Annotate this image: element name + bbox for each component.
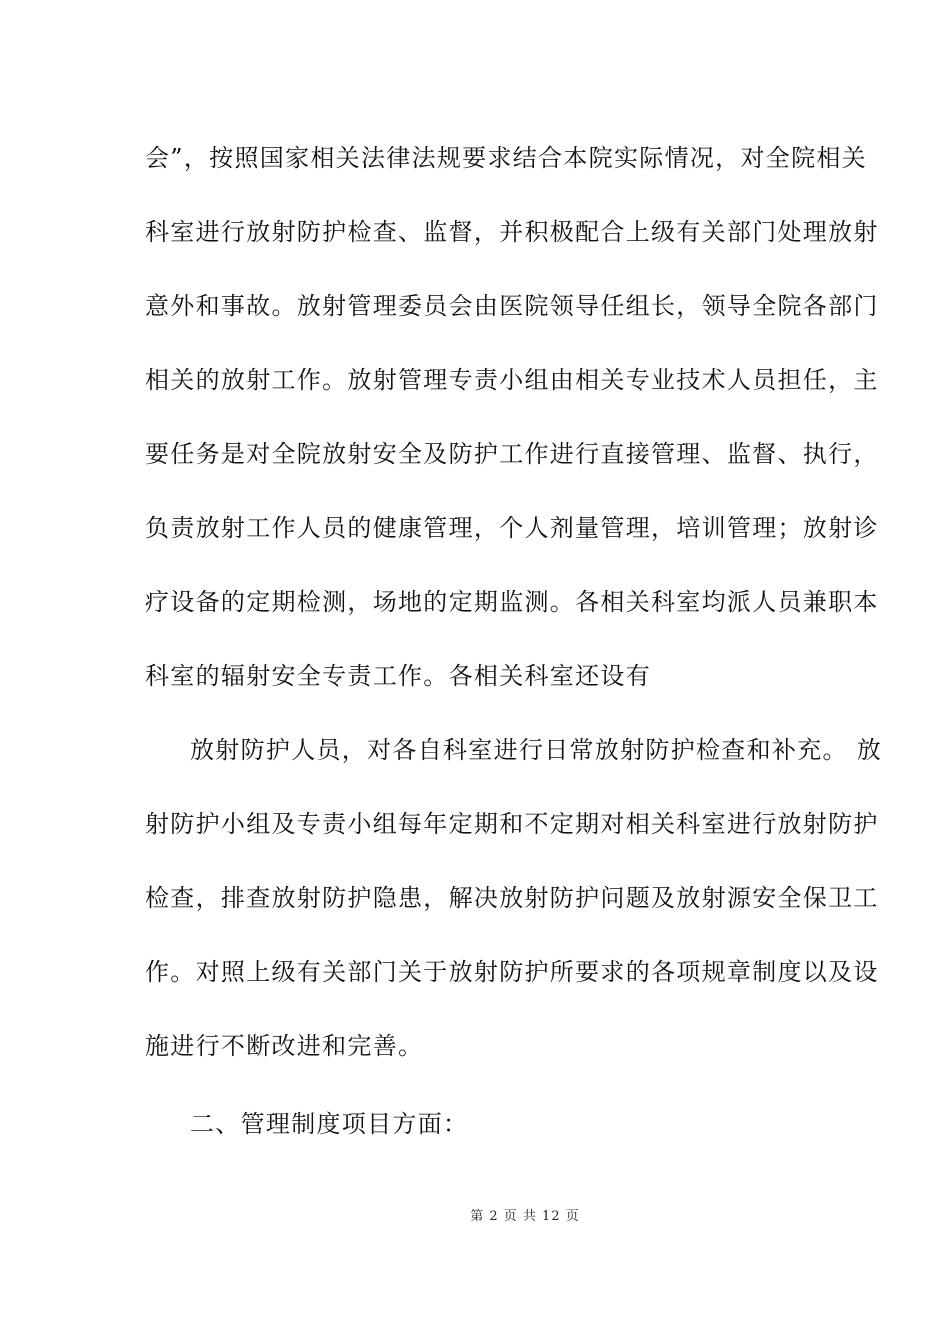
- paragraph-1-line-2: 科室进行放射防护检查、监督，并积极配合上级有关部门处理放射: [145, 218, 879, 246]
- paragraph-1-line-8: 科室的辐射安全专责工作。各相关科室还设有: [145, 662, 651, 690]
- paragraph-1-line-4: 相关的放射工作。放射管理专责小组由相关专业技术人员担任，主: [145, 366, 879, 394]
- paragraph-1-line-6: 负责放射工作人员的健康管理，个人剂量管理，培训管理；放射诊: [145, 514, 879, 542]
- paragraph-1-line-7: 疗设备的定期检测，场地的定期监测。各相关科室均派人员兼职本: [145, 588, 879, 616]
- paragraph-1-line-5: 要任务是对全院放射安全及防护工作进行直接管理、监督、执行，: [145, 440, 879, 468]
- paragraph-2-line-3: 检查，排查放射防护隐患，解决放射防护问题及放射源安全保卫工: [145, 884, 879, 912]
- paragraph-2-line-1: 放射防护人员，对各自科室进行日常放射防护检查和补充。 放: [190, 736, 883, 764]
- paragraph-1-line-1: 会”，按照国家相关法律法规要求结合本院实际情况，对全院相关: [145, 144, 867, 172]
- page-footer: [0, 1208, 950, 1226]
- section-heading: 二、管理制度项目方面：: [190, 1110, 469, 1138]
- page-number-label: 第 2 页 共 12 页: [470, 1209, 580, 1224]
- paragraph-2-line-5: 施进行不断改进和完善。: [145, 1032, 424, 1060]
- paragraph-1-line-3: 意外和事故。放射管理委员会由医院领导任组长，领导全院各部门: [145, 292, 879, 320]
- paragraph-2-line-2: 射防护小组及专责小组每年定期和不定期对相关科室进行放射防护: [145, 810, 879, 838]
- paragraph-2-line-4: 作。对照上级有关部门关于放射防护所要求的各项规章制度以及设: [145, 958, 879, 986]
